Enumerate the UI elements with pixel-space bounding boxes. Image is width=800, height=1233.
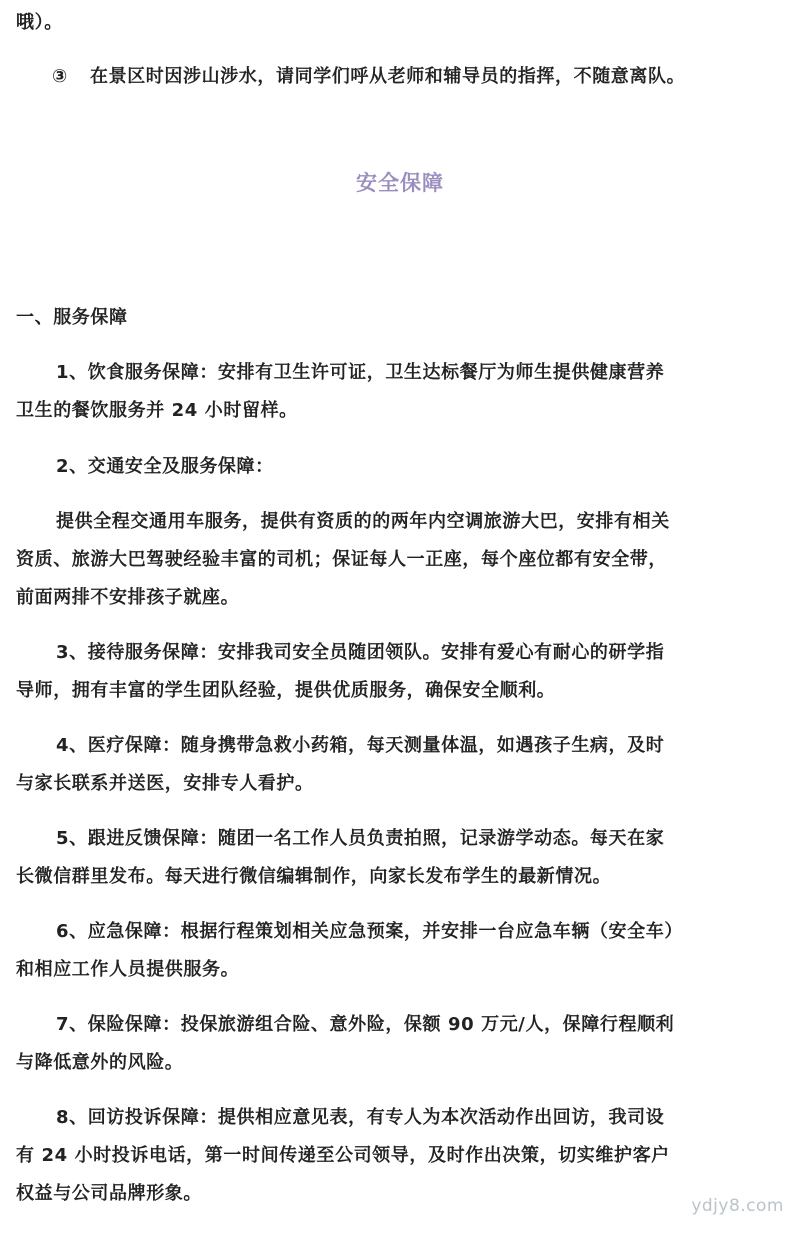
item-6-line-2: 和相应工作人员提供服务。 (16, 959, 240, 980)
item-5-line-1: 5、跟进反馈保障：随团一名工作人员负责拍照，记录游学动态。每天在家 (56, 828, 665, 849)
item-3-line-2: 导师，拥有丰富的学生团队经验，提供优质服务，确保安全顺利。 (16, 680, 556, 701)
intro-item-3 (52, 62, 800, 92)
item-8-line-3: 权益与公司品牌形象。 (16, 1183, 202, 1204)
watermark: ydjy8.com (691, 1196, 784, 1216)
item-2-line-1: 2、交通安全及服务保障： (56, 456, 274, 477)
item-2b-line-3: 前面两排不安排孩子就座。 (16, 587, 240, 608)
item-7-line-2: 与降低意外的风险。 (16, 1052, 184, 1073)
section-title: 安全保障 (356, 171, 444, 195)
item-3-text: 在景区时因涉山涉水，请同学们呼从老师和辅导员的指挥，不随意离队。 (90, 66, 686, 87)
item-7-line-1: 7、保险保障：投保旅游组合险、意外险，保额 90 万元/人，保障行程顺利 (56, 1014, 675, 1035)
item-1-line-2: 卫生的餐饮服务并 24 小时留样。 (16, 400, 298, 421)
item-2b-line-1: 提供全程交通用车服务，提供有资质的的两年内空调旅游大巴，安排有相关 (56, 511, 670, 532)
item-8-line-1: 8、回访投诉保障：提供相应意见表，有专人为本次活动作出回访，我司设 (56, 1107, 665, 1128)
item-2b-line-2: 资质、旅游大巴驾驶经验丰富的司机；保证每人一正座，每个座位都有安全带， (16, 549, 667, 570)
item-5-line-2: 长微信群里发布。每天进行微信编辑制作，向家长发布学生的最新情况。 (16, 866, 612, 887)
item-1-line-1: 1、饮食服务保障：安排有卫生许可证，卫生达标餐厅为师生提供健康营养 (56, 362, 665, 383)
section-subheading: 一、服务保障 (16, 307, 128, 328)
intro-tail-line: 哦）。 (16, 12, 63, 33)
item-3-line-1: 3、接待服务保障：安排我司安全员随团领队。安排有爱心有耐心的研学指 (56, 642, 665, 663)
item-3-marker: ③ (52, 66, 68, 87)
item-4-line-1: 4、医疗保障：随身携带急救小药箱，每天测量体温，如遇孩子生病，及时 (56, 735, 665, 756)
item-6-line-1: 6、应急保障：根据行程策划相关应急预案，并安排一台应急车辆（安全车） (56, 921, 683, 942)
item-8-line-2: 有 24 小时投诉电话，第一时间传递至公司领导，及时作出决策，切实维护客户 (16, 1145, 670, 1166)
item-4-line-2: 与家长联系并送医，安排专人看护。 (16, 773, 314, 794)
